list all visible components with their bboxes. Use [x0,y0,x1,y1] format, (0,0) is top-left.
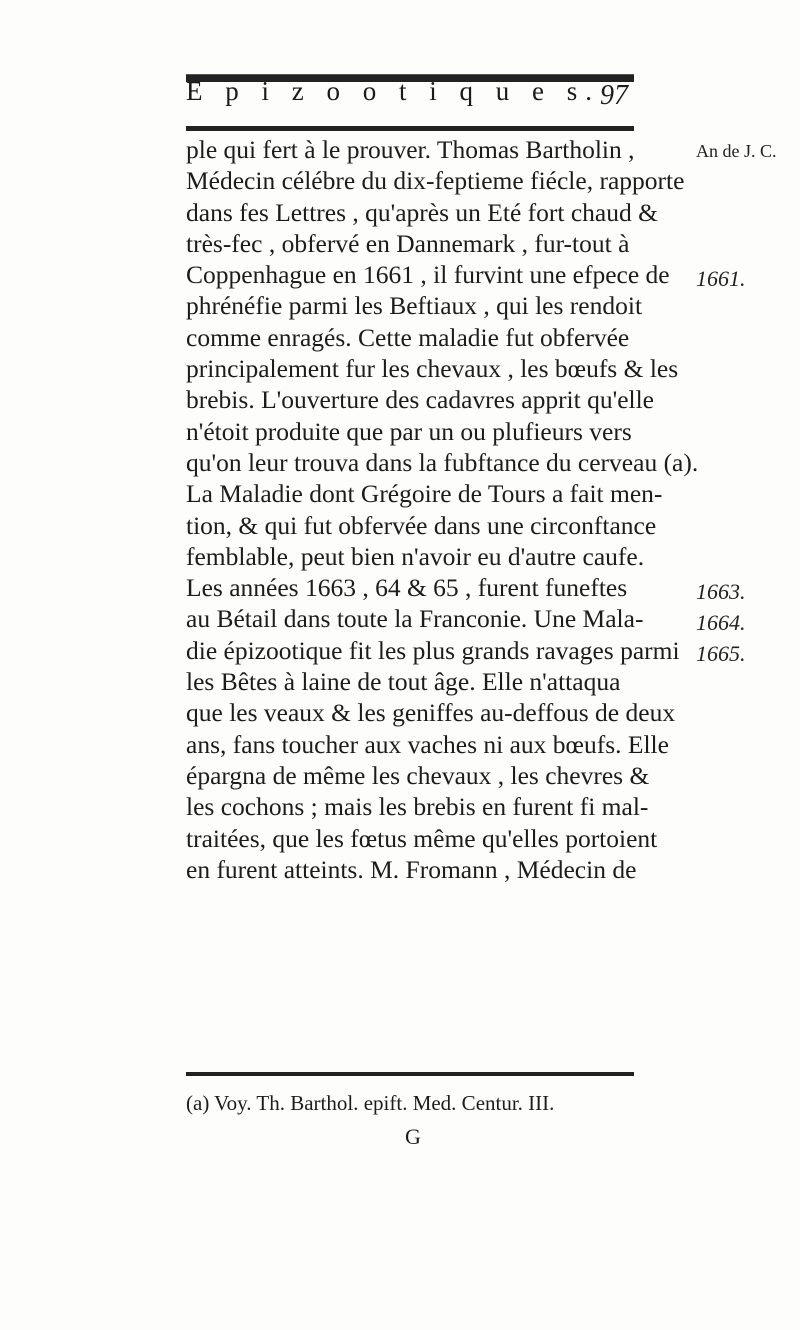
body-line: principalement fur les chevaux , les bœufs & les [186,354,679,384]
footnote-rule [186,1072,634,1076]
page-number: 97 [600,80,628,111]
body-line: dans fes Lettres , qu'après un Eté fort chaud & [186,197,658,227]
body-line: ple qui fert à le prouver. Thomas Bartholin , [186,135,635,164]
body-text [186,134,699,885]
footnote: (a) Voy. Th. Barthol. epift. Med. Centur. III. [186,1091,555,1115]
body-line: Les années 1663 , 64 & 65 , furent funeftes [186,573,628,603]
body-line: ans, fans toucher aux vaches ni aux bœufs. Elle [186,729,669,759]
margin-note-year: 1661. [696,266,746,291]
body-line: die épizootique fit les plus grands ravages parmi [186,635,680,665]
body-line: tion, & qui fut obfervée dans une circonftance [186,510,657,540]
margin-note-year: 1665. [696,641,746,666]
body-line: phrénéfie parmi les Beftiaux , qui les rendoit [186,291,643,321]
body-line: épargna de même les chevaux , les chevres & [186,760,650,790]
header-rule [186,126,634,131]
body-line: les Bêtes à laine de tout âge. Elle n'attaqua [186,667,621,697]
body-line: en furent atteints. M. Fromann , Médecin de [186,854,637,884]
body-line: que les veaux & les geniffes au-deffous de deux [186,698,676,728]
body-line: brebis. L'ouverture des cadavres apprit qu'elle [186,385,655,415]
signature-mark: G [405,1124,421,1149]
body-line: les cochons ; mais les brebis en furent fi mal- [186,792,649,822]
body-line: au Bétail dans toute la Franconie. Une Mala- [186,604,644,634]
body-line: comme enragés. Cette maladie fut obfervée [186,322,630,352]
body-line: très-fec , obfervé en Dannemark , fur-tout à [186,228,630,258]
body-line: femblable, peut bien n'avoir eu d'autre caufe. [186,541,645,571]
margin-note-year: 1664. [696,610,746,635]
body-line: Médecin célébre du dix-feptieme fiécle, rapporte [186,166,685,196]
body-line: qu'on leur trouva dans la fubftance du cerveau (a). [186,447,699,477]
margin-note-year: 1663. [696,579,746,604]
body-line: Coppenhague en 1661 , il furvint une efpece de [186,260,670,290]
body-line: traitées, que les fœtus même qu'elles portoient [186,823,658,853]
body-line: n'étoit produite que par un ou plufieurs vers [186,416,632,446]
body-line: La Maladie dont Grégoire de Tours a fait men- [186,479,663,509]
running-header-title: E p i z o o t i q u e s. [186,76,600,106]
margin-note-era: An de J. C. [696,141,777,161]
